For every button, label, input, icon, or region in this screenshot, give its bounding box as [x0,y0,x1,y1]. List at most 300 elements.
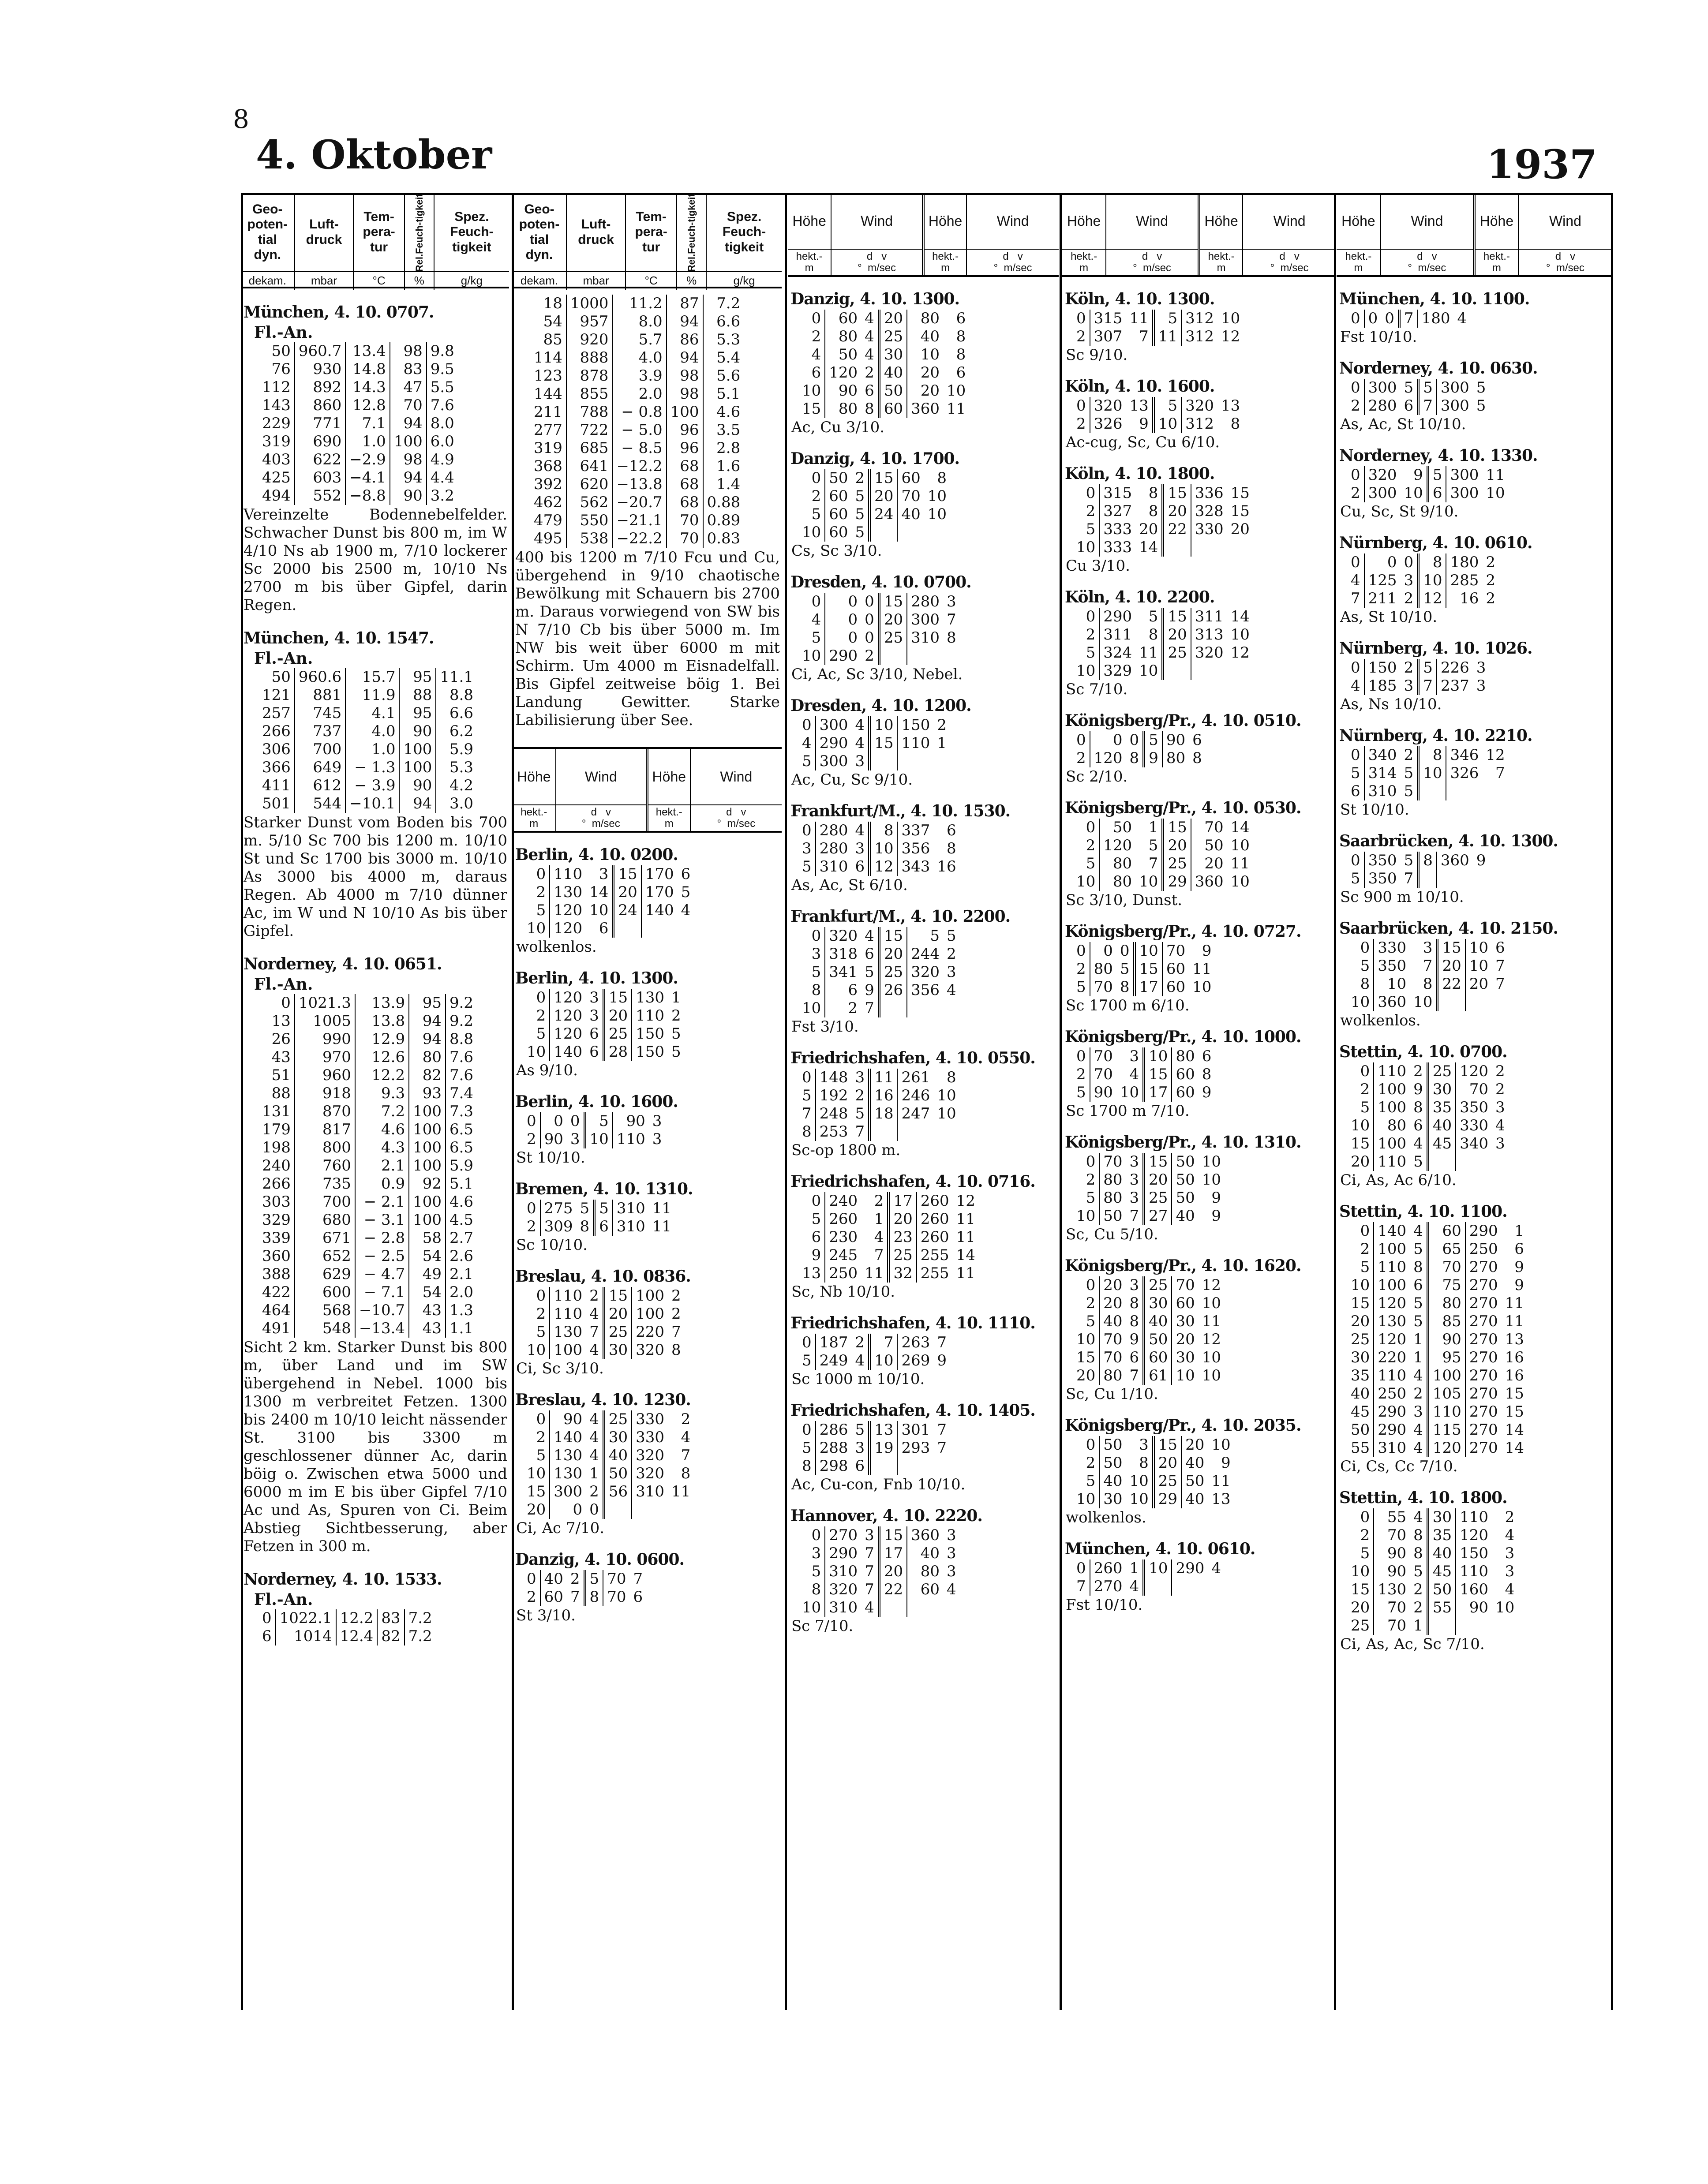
table-row [523,1447,694,1465]
cell: 110 [636,1007,664,1025]
table-row [258,1193,477,1211]
cell: 80 [1428,1294,1465,1313]
cell: 320 [1195,644,1224,662]
cell: 90 [1469,1599,1488,1616]
cell: 5 [1073,1084,1090,1102]
cell [943,647,960,665]
cell: 5 [1073,520,1099,539]
cell: 494 [258,487,295,505]
cell: 56 [604,1483,632,1501]
cell: 30 [1144,1294,1172,1313]
cell: 1 [861,1210,888,1228]
station-title: Köln, 4. 10. 1300. [1065,290,1215,308]
cell: 350 [1368,870,1397,887]
cell: 25 [1347,1617,1374,1635]
cell: 290 [829,647,858,665]
weather-note: Ci, Ac 7/10. [516,1519,605,1537]
cell: 120 [554,901,583,919]
table-row [1073,1472,1234,1490]
cell: 0 [798,310,825,328]
cell: 0 [1116,942,1135,960]
wind-section [513,1266,782,1378]
cell: 0 [798,1069,816,1087]
table-row [1073,1313,1225,1331]
cell [678,920,694,938]
cell [1492,1153,1509,1171]
cell: 60 [829,524,848,541]
table-row [798,1563,960,1581]
cell: 5 [1401,379,1419,397]
cell: 32 [888,1264,916,1283]
cell: 568 [295,1301,355,1320]
table-row [1347,397,1489,415]
cell: 13 [1221,397,1240,415]
cell: 12 [1230,644,1250,662]
station-title: Friedrichshafen, 4. 10. 1405. [790,1401,1035,1420]
cell: 8 [869,822,897,840]
station-title: Königsberg/Pr., 4. 10. 0510. [1065,711,1301,730]
table-row [798,346,969,364]
cell: 131 [258,1103,295,1121]
cell: 8 [937,469,947,487]
cell: 40 [1428,1117,1456,1135]
table-row [1347,659,1489,677]
cell: 40 [901,505,921,523]
cell: 888 [566,349,613,367]
cell: 538 [566,530,613,548]
cell: 3 [1126,1171,1144,1189]
station-title: Friedrichshafen, 4. 10. 0716. [790,1172,1035,1191]
cell: 7 [1126,1207,1144,1225]
table-row [530,349,744,367]
table-row [258,777,477,795]
table-row [258,1175,477,1193]
station-title: Köln, 4. 10. 1600. [1065,377,1215,396]
table-row [1347,1385,1528,1403]
cell: 2 [1410,1599,1428,1617]
cell: 270 [1469,1276,1498,1294]
cell: 4 [1116,1066,1144,1084]
cell: 211 [1368,590,1397,607]
cell: 1.4 [716,475,741,493]
table-row [798,310,969,328]
cell [632,1501,668,1519]
station-title: Königsberg/Pr., 4. 10. 2035. [1065,1416,1301,1435]
cell: 10 [937,1105,956,1122]
cell: 300 [819,752,848,770]
wind-section [1337,288,1612,346]
table-row [1347,1240,1528,1258]
cell: 0 [258,994,295,1012]
cell: 50 [1144,1331,1172,1349]
station-title: Breslau, 4. 10. 1230. [515,1391,691,1409]
cell: 2 [852,469,870,487]
cell: 5 [852,505,870,524]
table-row [258,722,477,740]
table-row [798,382,969,400]
table-row [1347,1526,1518,1545]
cell: 90 [563,1410,583,1428]
cell: 285 [1450,572,1479,589]
specific-humidity-header: Spez. Feuch- tigkeit [450,209,494,254]
height-header: Höhe [1062,193,1106,249]
flight-type: Fl.-An. [254,323,313,342]
cell: 20 [879,611,907,629]
cell: 100 [409,1157,446,1175]
cell: 7 [861,999,879,1017]
height-unit: hekt.- m [1337,249,1381,275]
cell: 29 [1154,1490,1181,1508]
cell: 0 [798,927,825,945]
wind-unit: d v ° m/sec [1243,249,1336,275]
cell: 45 [1428,1135,1456,1153]
table-row [1347,1258,1528,1276]
cell: 3 [1126,1189,1144,1207]
cell: 10 [586,901,613,920]
cell: 50 [1112,819,1132,836]
cell: 94 [390,469,427,487]
cell: 612 [295,777,345,795]
cell: 9 [1514,1258,1524,1276]
cell: 6 [798,364,825,382]
cell: 11 [652,1218,671,1235]
table-row [258,759,477,777]
cell: 14 [1230,819,1250,836]
cell: 7 [852,1123,870,1141]
table-row [530,403,744,421]
cell: 0 [1126,731,1144,749]
cell [1227,662,1253,680]
cell: 100 [1378,1099,1407,1116]
cell: 50 [258,668,295,686]
page-number: 8 [233,104,249,134]
cell: 68 [667,475,703,494]
cell: 0 [1381,310,1399,328]
wind-data-table [523,1200,675,1236]
table-row [258,1048,477,1066]
table-row [798,734,950,752]
cell: 20 [604,1007,632,1025]
cell: 1 [937,734,947,752]
cell: 40 [1347,1385,1374,1403]
cell: 11 [1126,310,1154,328]
cell: 870 [295,1103,355,1121]
cell: 2 [852,1087,870,1105]
wind-data-table [798,716,951,770]
cell: 641 [566,457,613,475]
cell: 11 [652,1200,671,1217]
cell: 30 [879,346,907,364]
cell [604,1501,632,1519]
table-row [798,1526,960,1545]
cell: 2 [1495,1081,1505,1098]
cell: 5.3 [716,331,741,348]
cell: 20 [879,310,907,328]
cell: 2 [671,1287,681,1305]
cell: 341 [829,963,858,981]
wind-header-table [788,193,1059,275]
cell: 9.5 [430,360,454,378]
cell: 3 [1505,1545,1515,1562]
cell: 7 [1495,764,1505,782]
cell: 8.8 [449,1030,474,1048]
cell: 5 [1154,397,1181,415]
cell: 140 [554,1043,583,1061]
cell: 3 [1126,1436,1154,1454]
cell: 7 [1418,397,1437,415]
cell: 1 [1410,1349,1428,1367]
cell: 12.4 [336,1627,378,1645]
cell: 120 [1460,1526,1488,1544]
cell: 70 [607,1570,626,1588]
cell: 7 [937,1334,947,1351]
cell: 90 [390,487,427,505]
cell: 20 [1437,957,1465,975]
station-title: Stettin, 4. 10. 1800. [1339,1488,1507,1507]
cell: 5 [1476,397,1486,415]
cell: 6 [956,364,966,381]
cell: 0.83 [707,530,741,547]
cell: 0 [523,989,550,1007]
cell: 20 [1163,502,1191,520]
cell: 192 [819,1087,848,1104]
flight-section [241,954,509,1556]
cell: 0 [1073,1276,1099,1294]
wind-data-table [523,865,694,938]
table-row [1347,572,1499,590]
unit-row [513,805,782,831]
wind-data-table [1347,1062,1509,1171]
wind-section [788,800,1059,894]
table-row [523,1570,646,1588]
cell: 2 [861,1192,888,1210]
unit-label: mbar [566,272,626,290]
cell: 70 [1103,1153,1123,1171]
cell: 11 [956,1228,975,1246]
wind-section [513,1178,782,1254]
cell: 3 [852,840,870,858]
cell [1446,782,1482,800]
cell: 957 [566,313,613,331]
cell: 4 [861,346,879,364]
height-unit: hekt.- m [1062,249,1106,275]
cell: 9 [937,1352,947,1369]
cell: 6.0 [430,433,454,450]
cell: 2 [671,1305,681,1323]
column-4-wind-content [1062,288,1336,1614]
table-row [530,530,744,548]
table-row [1347,975,1509,993]
cell: 255 [920,1246,949,1264]
cell: 20 [869,487,897,505]
cell: 300 [554,1483,583,1500]
weather-note: Sc 1000 m 10/10. [791,1370,925,1388]
cell: 600 [295,1283,355,1301]
cell: 5 [1073,855,1099,873]
table-row [798,822,960,840]
cell: 20 [1103,1294,1123,1312]
cell: 30 [1176,1349,1195,1366]
cell: 70 [1469,1081,1488,1098]
cell: 148 [819,1069,848,1086]
table-row [1347,1545,1518,1563]
unit-label: °C [353,272,405,290]
cell: 110 [1378,1258,1407,1276]
wind-section [1062,376,1336,452]
cell: 0 [1073,1559,1090,1578]
cell: 330 [1195,520,1224,538]
cell: 248 [819,1105,848,1122]
cell: 120 [1094,749,1123,767]
station-title: Dresden, 4. 10. 0700. [790,573,971,591]
cell [1191,662,1227,680]
header-row [513,749,782,805]
cell [1163,662,1191,680]
cell: 4.4 [430,469,454,486]
cell: 6 [946,822,956,839]
wind-data-table [1347,939,1509,1011]
table-row [1073,1047,1215,1066]
table-row [1073,942,1215,960]
cell: 10 [1135,873,1163,891]
wind-data-table [798,1334,951,1370]
cell: 4 [1126,1578,1144,1596]
flight-note: Vereinzelte Bodennebelfelder. Schwacher Dunst bis 800 m, im W 4/10 Ns ab 1900 m, 7/10 lockerer Sc 2000 bis 2500 m, 10/10 Ns 2700 m bis über Gipfel, darin Regen. [243,506,507,614]
cell [879,1599,907,1617]
cell: 0 [1347,553,1364,572]
cell: 80 [1112,855,1132,872]
wind-data-table [523,1112,666,1148]
wind-unit: d v ° m/sec [1106,249,1199,275]
cell [897,1123,933,1141]
cell [1456,1153,1492,1171]
cell: 2 [567,1570,585,1588]
cell: 7 [1073,1578,1090,1596]
cell: 3 [586,865,613,883]
cell [1492,993,1509,1011]
table-row [1073,1066,1215,1084]
cell: 20 [1347,1599,1374,1617]
weather-note: Ci, Sc 3/10. [516,1360,604,1377]
cell: 300 [1368,484,1397,502]
cell: 11 [1486,466,1505,484]
cell: 68 [667,457,703,475]
table-row [798,981,960,999]
cell: 7 [1126,328,1154,346]
cell: 7.6 [449,1048,474,1066]
cell: 3 [1126,1276,1144,1294]
table-row [258,704,477,722]
cell [1428,1153,1456,1171]
cell: 5 [1347,764,1364,782]
cell: 2 [1073,1454,1099,1472]
cell: 310 [616,1200,645,1217]
table-row [1347,677,1489,695]
cell: 96 [667,439,703,457]
wind-data-table [1073,819,1254,891]
weather-note: Cs, Sc 3/10. [791,542,882,560]
cell: 100 [409,1211,446,1229]
wind-data-table [1073,731,1206,767]
cell: 90 [1166,731,1186,749]
cell: 5 [852,1421,870,1439]
height-unit: hekt.- m [923,249,966,275]
cell: 0 [1387,553,1397,571]
table-row [258,360,458,378]
cell: 298 [819,1457,848,1475]
station-title: Königsberg/Pr., 4. 10. 1000. [1065,1028,1301,1046]
cell: 464 [258,1301,295,1320]
unit-label: % [405,272,434,290]
cell: 10 [1073,662,1099,680]
height-header: Höhe [788,193,831,249]
page-year: 1937 [1487,141,1597,188]
cell: 10 [1154,415,1181,433]
column-2 [513,193,782,2010]
cell: 43 [409,1301,446,1320]
cell: 15 [1163,819,1191,837]
cell: 260 [1094,1559,1123,1577]
table-row [258,342,458,360]
cell: 10 [798,647,825,665]
column-1-content [241,302,509,1645]
cell: 250 [829,1264,858,1282]
wind-header [1062,193,1336,277]
wind-section [513,1389,782,1537]
cell: 301 [901,1421,930,1439]
cell [1482,782,1508,800]
cell: 8 [1126,749,1144,767]
cell: 270 [1469,1385,1498,1402]
table-row [530,475,744,494]
cell: 249 [819,1352,848,1369]
cell: 300 [1368,379,1397,396]
cell: 70 [390,396,427,415]
cell: 120 [1378,1294,1407,1312]
cell: 3 [946,963,956,981]
table-row [1347,1081,1509,1099]
cell: 2 [1410,1385,1428,1403]
cell: 70 [1204,819,1224,836]
cell: 280 [911,593,940,610]
table-row [258,686,477,704]
weather-note: As, Ac, St 6/10. [791,876,908,894]
cell: 12 [1418,590,1446,608]
cell: 5 [798,858,816,876]
cell: −10.1 [345,795,399,813]
cell: 47 [390,378,427,396]
cell: 50 [1176,1171,1195,1189]
cell: − 3.1 [355,1211,409,1229]
table-row [1073,397,1244,415]
wind-data-table [798,927,960,1017]
table-row [1073,1294,1225,1313]
cell: 70 [1166,942,1186,960]
wind-section [1062,1415,1336,1527]
cell: 50 [1103,1436,1123,1454]
cell: 70 [1387,1617,1407,1634]
cell: 110 [616,1130,645,1148]
table-row [523,865,694,883]
wind-section [1062,288,1336,364]
cell: 10 [927,487,947,505]
cell: 10 [946,382,966,400]
cell: 0 [1073,1047,1090,1066]
cell: 25 [1163,644,1191,662]
table-row [1347,993,1509,1011]
cell: 70 [1094,1047,1113,1065]
weather-note: Ci, As, Ac 6/10. [1340,1171,1457,1189]
